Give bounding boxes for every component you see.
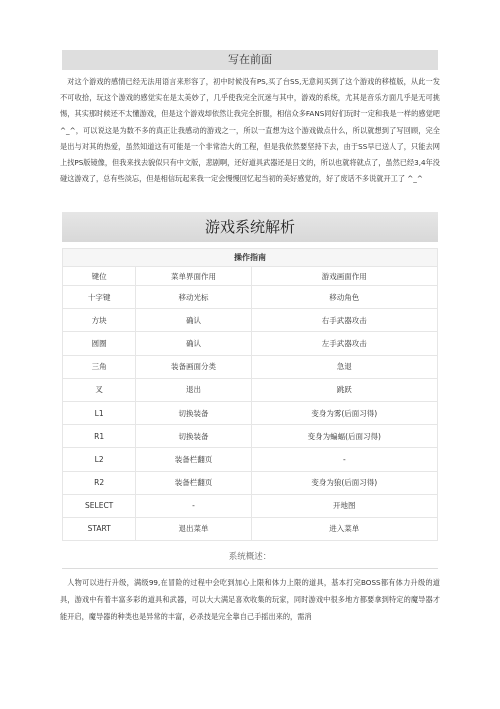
menu-action-cell: 移动光标 <box>136 286 251 309</box>
game-action-cell: 变身为雾(后面习得) <box>251 401 437 424</box>
game-action-cell: 变身为狼(后面习得) <box>251 471 437 494</box>
menu-action-cell: 确认 <box>136 332 251 355</box>
key-cell: 十字键 <box>63 286 136 309</box>
menu-action-cell: 装备栏翻页 <box>136 448 251 471</box>
game-action-cell: 进入菜单 <box>251 517 437 540</box>
section-title-foreword: 写在前面 <box>62 50 438 70</box>
table-caption: 操作指南 <box>63 249 438 267</box>
key-cell: 三角 <box>63 355 136 378</box>
game-action-cell: 变身为蝙蝠(后面习得) <box>251 425 437 448</box>
table-row <box>63 378 438 401</box>
table-row <box>63 517 438 540</box>
table-row <box>63 448 438 471</box>
game-action-cell: 开地图 <box>251 494 437 517</box>
section-title-system-overview: 系统概述： <box>228 552 272 562</box>
controls-table <box>62 248 438 541</box>
menu-action-cell: 切换装备 <box>136 425 251 448</box>
key-cell: START <box>63 517 136 540</box>
game-action-cell: 急退 <box>251 355 437 378</box>
game-action-cell: 左手武器攻击 <box>251 332 437 355</box>
overview-paragraph: 人物可以进行升级，满级99,在冒险的过程中会吃到加心上限和体力上限的道具，基本打完BOSS都有体力升级的道具，游戏中有着丰富多彩的道具和武器，可以大大满足喜欢收集的玩家，同时游戏中很多地方都要拿到特定的魔导器才能开启，魔导器的种类也是异常的丰富，必杀技是完全靠自己手摇出来的，需消 <box>60 578 440 621</box>
key-cell: R1 <box>63 425 136 448</box>
table-row <box>63 309 438 332</box>
table-row <box>63 401 438 424</box>
menu-action-cell: 切换装备 <box>136 401 251 424</box>
key-cell: L1 <box>63 401 136 424</box>
key-cell: 方块 <box>63 309 136 332</box>
game-action-cell: 移动角色 <box>251 286 437 309</box>
foreword-paragraph: 对这个游戏的感情已经无法用语言来形容了，初中时候没有PS,买了台SS,无意间买到了这个游戏的移植版，从此一发不可收拾，玩这个游戏的感觉实在是太美妙了，几乎使我完全沉迷与其中，游戏的系统，尤其是音乐方面几乎是无可挑惕，其实那时候还不太懂游戏，但是这个游戏却依然让我完全折服，相信众多FANS同好们玩时一定和我是一样的感觉吧 ^_^，可以说这是为数不多的真正让我感动的游戏之一，所以一直想为这个游戏做点什么，所以就想到了写回顾，完全是出与对其的热爱，虽然知道这有可能是一个非常浩大的工程，但是我依然要坚持下去，由于SS早已送人了，只能去网上找PS版镜像，但我来找去貌似只有中文版，悲剧啊，还好道具武器还是日文的，所以也就将就点了，虽然已经3,4年没碰这游戏了，总有些淡忘，但是相信玩起来我一定会慢慢回忆起当初的美好感觉的，好了废话不多说就开工了 ^_^ <box>60 77 440 184</box>
header-cell: 菜单界面作用 <box>136 267 251 286</box>
game-action-cell: 跳跃 <box>251 378 437 401</box>
key-cell: L2 <box>63 448 136 471</box>
menu-action-cell: - <box>136 494 251 517</box>
table-row <box>63 471 438 494</box>
table-row <box>63 425 438 448</box>
table-header-row <box>63 267 438 286</box>
table-row <box>63 355 438 378</box>
menu-action-cell: 退出菜单 <box>136 517 251 540</box>
menu-action-cell: 装备栏翻页 <box>136 471 251 494</box>
game-action-cell: 右手武器攻击 <box>251 309 437 332</box>
section-title-system-analysis: 游戏系统解析 <box>62 212 438 242</box>
key-cell: 圆圈 <box>63 332 136 355</box>
table-row <box>63 286 438 309</box>
menu-action-cell: 退出 <box>136 378 251 401</box>
table-row <box>63 494 438 517</box>
table-row <box>63 332 438 355</box>
menu-action-cell: 确认 <box>136 309 251 332</box>
key-cell: R2 <box>63 471 136 494</box>
menu-action-cell: 装备画面分类 <box>136 355 251 378</box>
header-cell: 键位 <box>63 267 136 286</box>
header-cell: 游戏画面作用 <box>251 267 437 286</box>
key-cell: SELECT <box>63 494 136 517</box>
game-action-cell: - <box>251 448 437 471</box>
key-cell: 叉 <box>63 378 136 401</box>
